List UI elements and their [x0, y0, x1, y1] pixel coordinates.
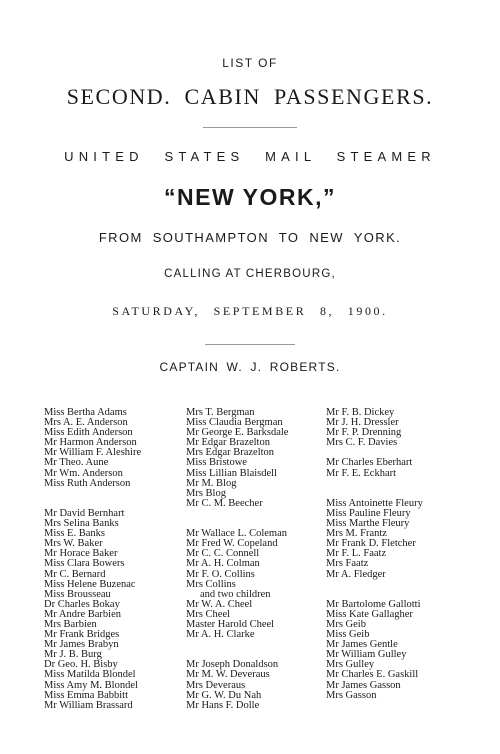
sailing-date: SATURDAY, SEPTEMBER 8, 1900. — [112, 304, 388, 318]
passenger-name: Mr James Gasson — [326, 679, 401, 691]
passenger-name: Mrs Deveraus — [186, 679, 246, 691]
passenger-name: Mr Wallace L. Coleman — [186, 528, 288, 540]
passenger-name: Mr Theo. Aune — [44, 457, 109, 469]
spacer — [326, 580, 471, 590]
passenger-name: Mr George E. Barksdale — [186, 427, 289, 439]
divider-top — [203, 127, 297, 128]
passenger-name: Miss Kate Gallagher — [326, 608, 413, 620]
passenger-name: Mr J. B. Burg — [44, 649, 102, 661]
captain-line: CAPTAIN W. J. ROBERTS. — [159, 360, 341, 374]
ship-name: “NEW YORK,” — [164, 184, 336, 210]
passenger-name: Mrs Faatz — [326, 558, 369, 570]
passenger-name: Mr Wm. Anderson — [44, 467, 123, 479]
passenger-name: Mr M. W. Deveraus — [186, 669, 270, 681]
passenger-name: Mr F. O. Collins — [186, 568, 255, 580]
passenger-name: Mr C. Bernard — [44, 568, 106, 580]
passenger-name: Mrs C. F. Davies — [326, 437, 398, 449]
passenger-name: Mr Andre Barbien — [44, 608, 121, 620]
passenger-name: Miss Emma Babbitt — [44, 689, 128, 701]
passenger-name: Mr Bartolome Gallotti — [326, 598, 421, 610]
passenger-name: Mr Joseph Donaldson — [186, 659, 279, 671]
passenger-name: Mrs Collins — [186, 578, 236, 590]
divider-bottom — [205, 344, 295, 345]
passenger-name: Miss Bristowe — [186, 457, 247, 469]
passenger-name: Mr Charles Eberhart — [326, 457, 413, 469]
passenger-name: Mr F. B. Dickey — [326, 407, 395, 418]
route-line: FROM SOUTHAMPTON TO NEW YORK. — [98, 230, 402, 245]
passenger-name: Mr William Gulley — [326, 649, 407, 661]
passenger-name: Mrs Blog — [186, 487, 226, 499]
spacer — [186, 640, 324, 650]
passenger-name: Miss Bertha Adams — [44, 407, 127, 418]
passenger-name: Mr W. A. Cheel — [186, 598, 253, 610]
passenger-name: Mrs Geib — [326, 618, 366, 630]
passenger-name: Miss Amy M. Blondel — [44, 679, 138, 691]
passenger-name: Mrs Cheel — [186, 608, 231, 620]
passenger-name: Mr Edgar Brazelton — [186, 437, 270, 449]
passenger-name: Miss E. Banks — [44, 528, 105, 540]
spacer — [326, 479, 471, 489]
passenger-name: Mr Charles E. Gaskill — [326, 669, 419, 681]
passenger-name: Miss Brousseau — [44, 588, 111, 600]
passenger-name: Miss Edith Anderson — [44, 427, 133, 439]
passenger-name: Mrs W. Baker — [44, 538, 103, 550]
passenger-name: Mr C. C. Connell — [186, 548, 260, 560]
passenger-name: Mr Hans F. Dolle — [186, 699, 260, 711]
passenger-name: Dr Charles Bokay — [44, 598, 120, 610]
passenger-name: Mr A. Fledger — [326, 568, 386, 580]
passenger-name: Mr F. P. Drenning — [326, 427, 402, 439]
passenger-name: Mr A. H. Colman — [186, 558, 260, 570]
passenger-name: Miss Matilda Blondel — [44, 669, 136, 681]
passenger-name: Mr G. W. Du Nah — [186, 689, 262, 701]
passenger-name: Dr Geo. H. Bisby — [44, 659, 118, 671]
spacer — [186, 509, 324, 519]
passenger-name: Mr F. E. Eckhart — [326, 467, 397, 479]
calling-line: CALLING AT CHERBOURG, — [164, 268, 336, 280]
passenger-column-1 — [44, 408, 184, 711]
passenger-name: Mr James Brabyn — [44, 639, 119, 651]
passenger-name: Miss Ruth Anderson — [44, 477, 131, 489]
passenger-name: Mr David Bernhart — [44, 507, 125, 519]
passenger-name: Miss Clara Bowers — [44, 558, 125, 570]
passenger-name: Mr Harmon Anderson — [44, 437, 137, 449]
list-of-heading: LIST OF — [222, 56, 278, 70]
passenger-name: Mrs Gulley — [326, 659, 375, 671]
passenger-name: Miss Geib — [326, 629, 370, 641]
passenger-name: Mr J. H. Dressler — [326, 417, 399, 429]
passenger-name: Miss Marthe Fleury — [326, 518, 410, 530]
page-title: SECOND. CABIN PASSENGERS. — [66, 84, 434, 109]
passenger-name: Miss Claudia Bergman — [186, 417, 283, 429]
passenger-name: Miss Lillian Blaisdell — [186, 467, 277, 479]
passenger-name: Mr Horace Baker — [44, 548, 118, 560]
passenger-name: Mr F. L. Faatz — [326, 548, 387, 560]
passenger-name: Master Harold Cheel — [186, 618, 275, 630]
passenger-name: Mrs A. E. Anderson — [44, 417, 128, 429]
passenger-name: Mrs Selina Banks — [44, 518, 119, 530]
passenger-name: Mr A. H. Clarke — [186, 629, 255, 641]
spacer — [44, 489, 184, 499]
passenger-name: Mr Frank Bridges — [44, 629, 120, 641]
passenger-name: Mr Frank D. Fletcher — [326, 538, 416, 550]
passenger-name: Mrs Edgar Brazelton — [186, 447, 275, 459]
passenger-name: Mrs M. Frantz — [326, 528, 387, 540]
passenger-name: Mr M. Blog — [186, 477, 237, 489]
passenger-column-2 — [186, 408, 324, 711]
passenger-column-3 — [326, 408, 471, 701]
passenger-name: Miss Antoinette Fleury — [326, 497, 423, 509]
passenger-name: Mr James Gentle — [326, 639, 398, 651]
subtitle: UNITED STATES MAIL STEAMER — [64, 149, 436, 164]
passenger-name: Mr C. M. Beecher — [186, 497, 263, 509]
passenger-name: Miss Pauline Fleury — [326, 507, 411, 519]
passenger-name: Mr Fred W. Copeland — [186, 538, 278, 550]
passenger-name: Mrs Gasson — [326, 689, 377, 701]
passenger-name: Mr William Brassard — [44, 699, 133, 711]
passenger-name: Mrs T. Bergman — [186, 407, 255, 418]
passenger-name: Mrs Barbien — [44, 618, 97, 630]
passenger-name: and two children — [200, 588, 271, 600]
passenger-name: Miss Helene Buzenac — [44, 578, 136, 590]
passenger-name: Mr William F. Aleshire — [44, 447, 142, 459]
